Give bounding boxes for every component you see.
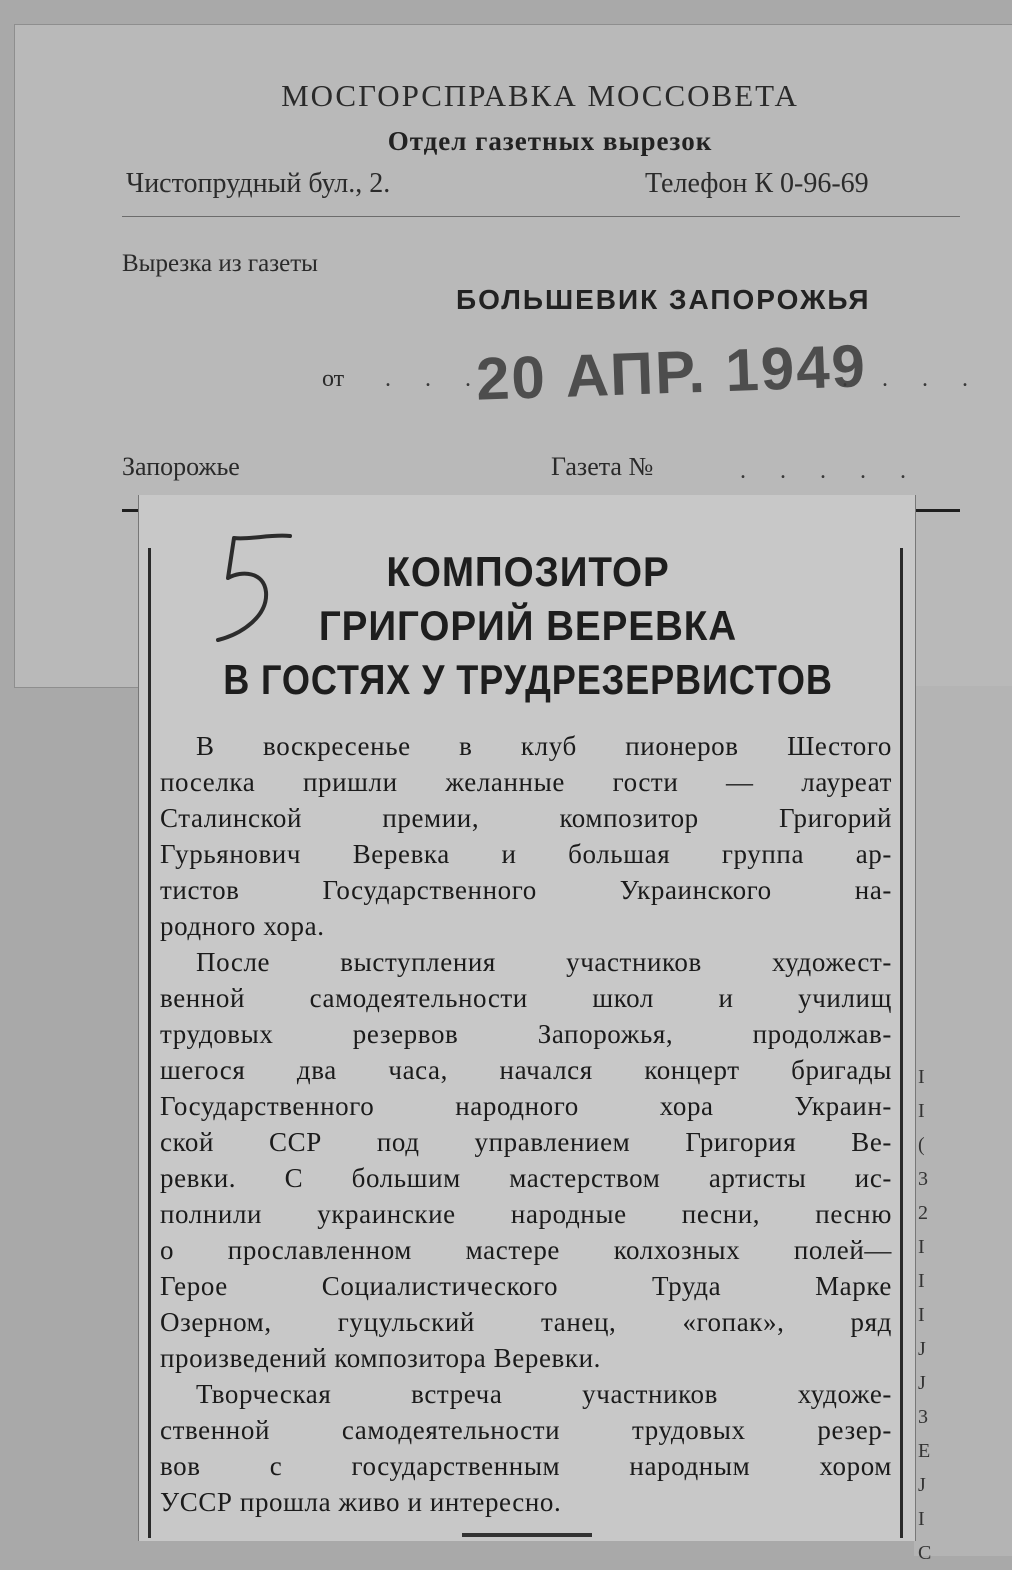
fragment-glyph: J (918, 1372, 926, 1394)
article-line: родного хора. (160, 911, 325, 941)
article-line: ственной самодеятельности трудовых резер- (160, 1415, 892, 1445)
card-divider-top (122, 216, 960, 217)
article-line: вов с государственным народным хором (160, 1451, 892, 1481)
agency-name: МОСГОРСПРАВКА МОССОВЕТА (281, 78, 799, 113)
fragment-glyph: 2 (918, 1202, 928, 1224)
article-line: шегося два часа, начался концерт бригады (160, 1055, 892, 1085)
fragment-glyph: J (918, 1338, 926, 1360)
article-line: о прославленном мастере колхозных полей— (160, 1235, 892, 1265)
date-stamp: 20 АПР. 1949 (474, 332, 868, 413)
column-end-rule (462, 1533, 592, 1537)
article-line: тистов Государственного Украинского на- (160, 875, 892, 905)
article-line: Творческая встреча участников художе- (196, 1379, 892, 1409)
date-dotted-line-left: . . . (385, 366, 485, 392)
article-line: произведений композитора Веревки. (160, 1343, 602, 1373)
fragment-glyph: I (918, 1100, 925, 1122)
article-line: Сталинской премии, композитор Григорий (160, 803, 892, 833)
fragment-glyph: C (918, 1542, 932, 1564)
headline-line: В ГОСТЯХ У ТРУДРЕЗЕРВИСТОВ (223, 656, 833, 703)
fragment-glyph: 3 (918, 1406, 928, 1428)
department-name: Отдел газетных вырезок (387, 126, 713, 156)
article-line: Гурьянович Веревка и большая группа ар- (160, 839, 892, 869)
article-line: венной самодеятельности школ и училищ (160, 983, 892, 1013)
newspaper-name: БОЛЬШЕВИК ЗАПОРОЖЬЯ (456, 284, 871, 315)
article-line: Государственного народного хора Украин- (160, 1091, 892, 1121)
fragment-glyph: 3 (918, 1168, 928, 1190)
article-line: ской ССР под управлением Григория Ве- (160, 1127, 892, 1157)
fragment-glyph: ( (918, 1134, 925, 1156)
fragment-glyph: I (918, 1236, 925, 1258)
agency-address: Чистопрудный бул., 2. (126, 168, 391, 199)
fragment-glyph: I (918, 1304, 925, 1326)
fragment-glyph: I (918, 1066, 925, 1088)
fragment-glyph: E (918, 1440, 931, 1462)
article-line: Герое Социалистического Труда Марке (160, 1271, 892, 1301)
article-line: УССР прошла живо и интересно. (160, 1487, 562, 1517)
article-line: Озерном, гуцульский танец, «гопак», ряд (160, 1307, 892, 1337)
headline-line: ГРИГОРИЙ ВЕРЕВКА (318, 602, 738, 649)
article-line: поселка пришли желанные гости — лауреат (160, 767, 892, 797)
from-label: от (322, 366, 345, 392)
article-headline (160, 545, 896, 707)
city-label: Запорожье (122, 452, 240, 481)
article-line: В воскресенье в клуб пионеров Шестого (196, 731, 892, 761)
column-rule-left (148, 548, 151, 1538)
fragment-glyph: J (918, 1474, 926, 1496)
fragment-glyph: I (918, 1270, 925, 1292)
date-dotted-line-right: . . . . (842, 366, 982, 392)
article-line: полнили украинские народные песни, песню (160, 1199, 892, 1229)
column-rule-right (900, 548, 903, 1538)
cutting-label: Вырезка из газеты (122, 250, 318, 277)
adjacent-column-fragments (918, 1060, 932, 1570)
article-line: трудовых резервов Запорожья, продолжав- (160, 1019, 892, 1049)
issue-label: Газета № (551, 452, 654, 481)
article-line: После выступления участников художест- (196, 947, 892, 977)
article-line: ревки. С большим мастерством артисты ис- (160, 1163, 892, 1193)
issue-dotted-line: . . . . . (740, 458, 920, 484)
fragment-glyph: I (918, 1508, 925, 1530)
agency-phone: Телефон К 0-96-69 (645, 168, 869, 199)
headline-line: КОМПОЗИТОР (386, 548, 670, 595)
article-body (160, 728, 892, 1520)
